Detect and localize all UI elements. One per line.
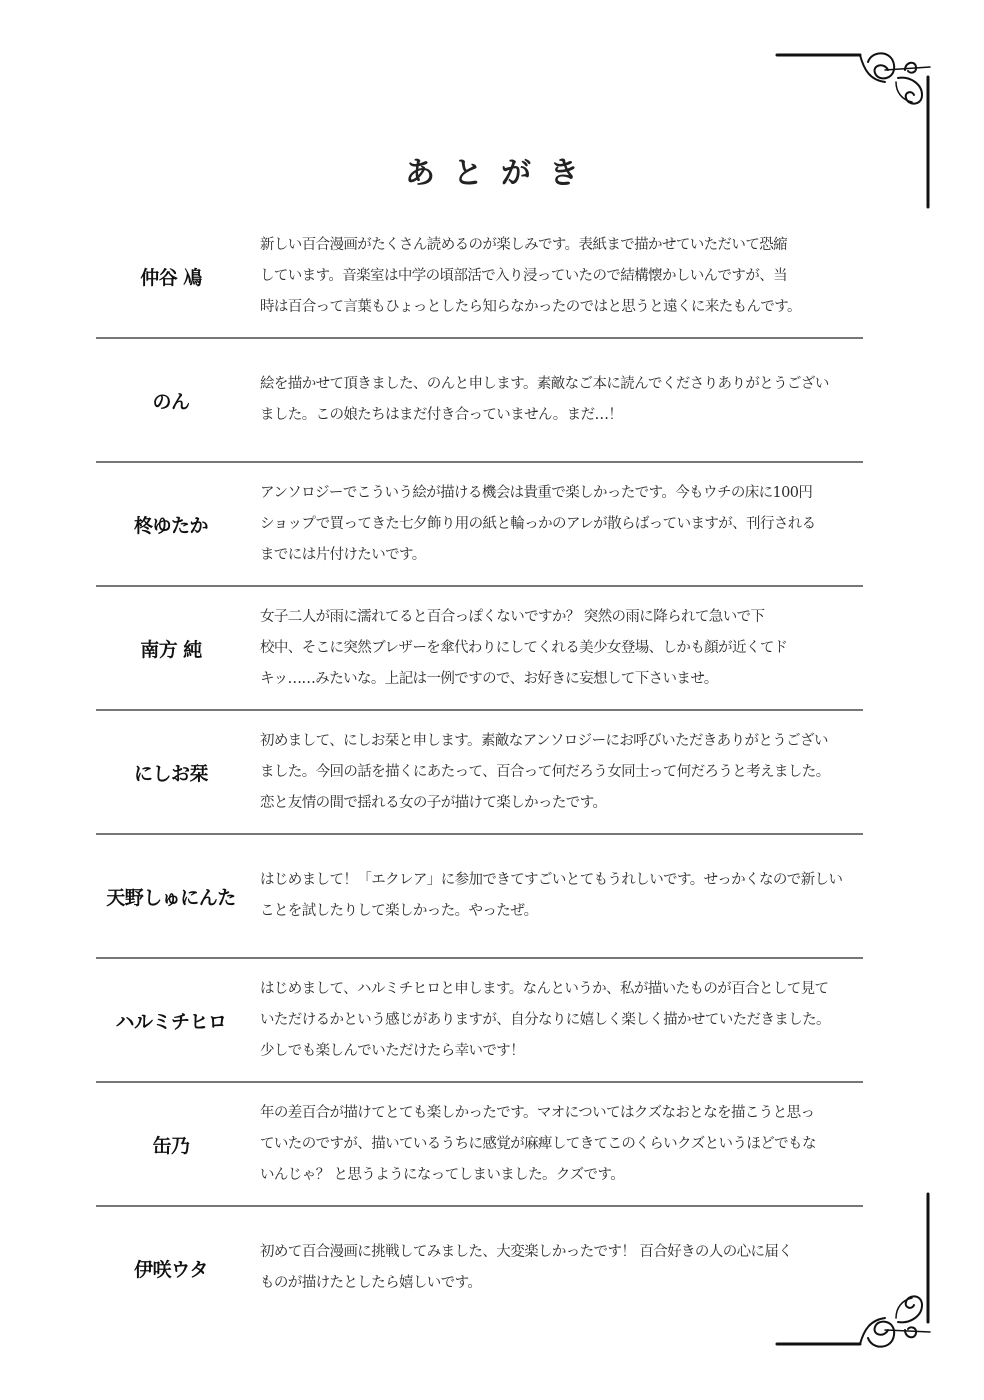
- comment-line: 新しい百合漫画がたくさん読めるのが楽しみです。表紙まで描かせていただいて恐縮: [260, 236, 788, 253]
- afterword-entry: [96, 835, 863, 959]
- author-comment: [260, 369, 863, 431]
- author-name: 南方 純: [140, 638, 202, 661]
- comment-line: 初めて百合漫画に挑戦してみました、大変楽しかったです！ 百合好きの人の心に届く: [260, 1244, 793, 1260]
- author-comment: [260, 602, 863, 695]
- comment-line: 少しでも楽しんでいただけたら幸いです！: [260, 1042, 525, 1059]
- afterword-entry: [96, 215, 863, 339]
- author-comment: [260, 726, 863, 819]
- comment-line: 時は百合って言葉もひょっとしたら知らなかったのではと思うと遠くに来たもんです。: [260, 298, 801, 315]
- comment-line: はじめまして、ハルミチヒロと申します。なんというか、私が描いたものが百合として見て: [260, 980, 829, 997]
- comment-line: ものが描けたとしたら嬉しいです。: [260, 1275, 482, 1291]
- afterword-list: [96, 215, 863, 1329]
- comment-line: ました。この娘たちはまだ付き合っていません。まだ…！: [260, 407, 623, 423]
- author-name: にしお栞: [133, 762, 208, 785]
- author-name: のん: [152, 390, 190, 413]
- comment-line: 年の差百合が描けてとても楽しかったです。マオについてはクズなおとなを描こうと思っ: [260, 1104, 815, 1121]
- comment-line: しています。音楽室は中学の頃部活で入り浸っていたので結構懐かしいんですが、当: [260, 267, 788, 284]
- author-name: ハルミチヒロ: [115, 1010, 227, 1033]
- author-comment: [260, 478, 863, 571]
- afterword-entry: [96, 959, 863, 1083]
- author-name: 缶乃: [152, 1134, 190, 1157]
- ornament-corner-top-icon: [760, 40, 960, 220]
- comment-line: ことを試したりして楽しかった。やったぜ。: [260, 903, 538, 919]
- comment-line: 絵を描かせて頂きました、のんと申します。素敵なご本に読んでくださりありがとうござい: [260, 376, 829, 392]
- comment-line: 女子二人が雨に濡れてると百合っぽくないですか？ 突然の雨に降られて急いで下: [260, 608, 765, 625]
- author-comment: [260, 230, 863, 323]
- author-name: 柊ゆたか: [133, 514, 208, 537]
- comment-line: はじめまして！「エクレア」に参加できてすごいとてもうれしいです。せっかくなので新しい: [260, 872, 843, 888]
- comment-line: 校中、そこに突然ブレザーを傘代わりにしてくれる美少女登場、しかも顔が近くてド: [260, 639, 788, 656]
- comment-line: ショップで買ってきた七夕飾り用の紙と輪っかのアレが散らばっていますが、刊行される: [260, 515, 816, 532]
- comment-line: ていたのですが、描いているうちに感覚が麻痺してきてこのくらいクズというほどでもな: [260, 1135, 816, 1152]
- comment-line: までには片付けたいです。: [260, 546, 426, 563]
- author-name: 伊咲ウタ: [134, 1258, 208, 1281]
- afterword-entry: [96, 339, 863, 463]
- author-name: 仲谷 鳰: [140, 266, 202, 289]
- author-comment: [260, 1098, 863, 1191]
- afterword-entry: [96, 463, 863, 587]
- comment-line: アンソロジーでこういう絵が描ける機会は貴重で楽しかったです。今もウチの床に100円: [260, 484, 813, 501]
- afterword-entry: [96, 1207, 863, 1329]
- comment-line: キッ……みたいな。上記は一例ですので、お好きに妄想して下さいませ。: [260, 670, 718, 687]
- comment-line: 初めまして、にしお栞と申します。素敵なアンソロジーにお呼びいただきありがとうござい: [260, 732, 828, 749]
- comment-line: いんじゃ？ と思うようになってしまいました。クズです。: [260, 1166, 625, 1183]
- afterword-entry: [96, 711, 863, 835]
- author-name: 天野しゅにんた: [106, 886, 236, 909]
- afterword-entry: [96, 1083, 863, 1207]
- comment-line: いただけるかという感じがありますが、自分なりに嬉しく楽しく描かせていただきました。: [260, 1011, 830, 1028]
- author-comment: [260, 865, 863, 927]
- comment-line: ました。今回の話を描くにあたって、百合って何だろう女同士って何だろうと考えました。: [260, 763, 830, 780]
- author-comment: [260, 974, 863, 1067]
- afterword-entry: [96, 587, 863, 711]
- page-title: あとがき: [405, 156, 597, 192]
- author-comment: [260, 1237, 863, 1299]
- comment-line: 恋と友情の間で揺れる女の子が描けて楽しかったです。: [260, 794, 607, 811]
